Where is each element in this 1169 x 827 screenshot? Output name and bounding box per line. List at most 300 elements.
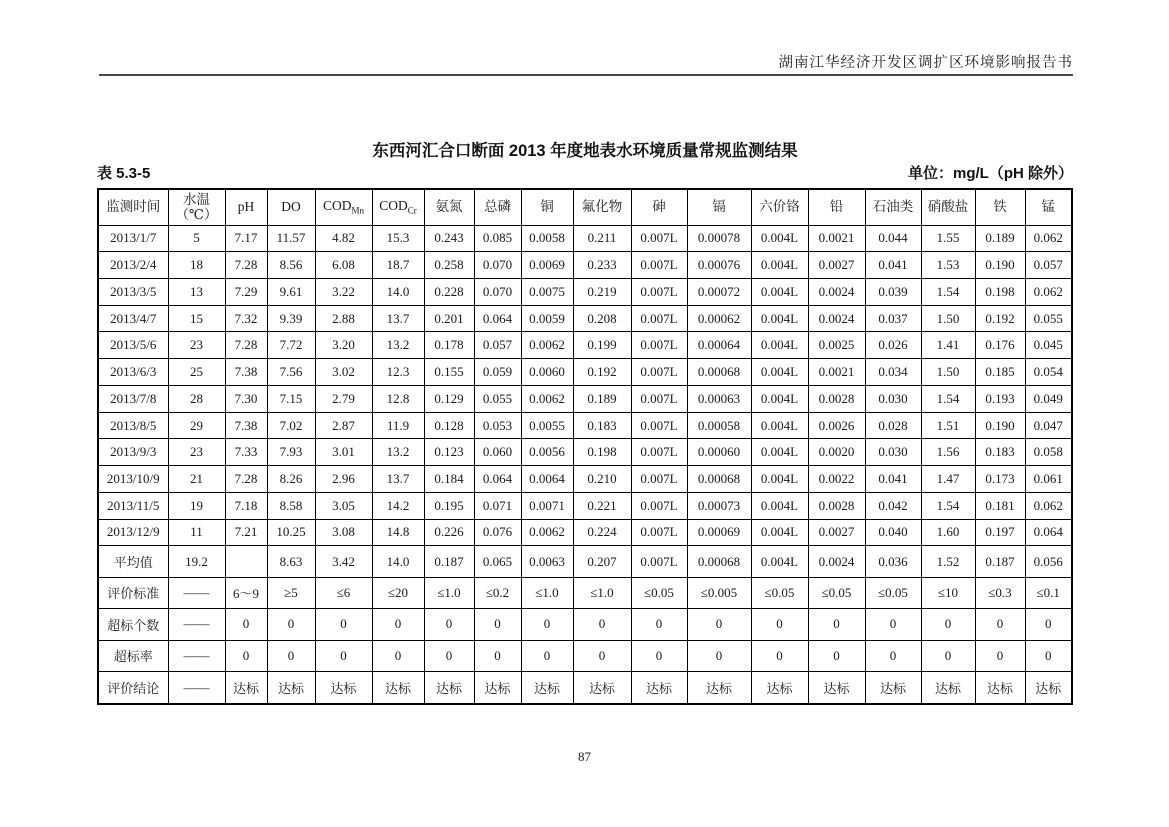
table-cell: 0.0056	[521, 439, 573, 466]
table-cell: 0.004L	[751, 466, 808, 493]
table-cell: ≤1.0	[424, 577, 474, 608]
table-row	[98, 609, 1072, 640]
table-cell: 0	[315, 640, 372, 671]
table-cell: 13.2	[372, 332, 424, 359]
table-cell: 0.129	[424, 385, 474, 412]
table-cell: 0.00068	[687, 546, 751, 577]
table-cell: 0.187	[424, 546, 474, 577]
table-cell: 7.29	[225, 278, 267, 305]
row-label: 2013/7/8	[98, 385, 168, 412]
table-cell: 0.071	[474, 492, 521, 519]
table-cell: 0.00069	[687, 519, 751, 546]
table-cell: 6.08	[315, 252, 372, 279]
monitoring-results-table	[97, 188, 1073, 705]
table-cell: 0.055	[474, 385, 521, 412]
table-cell: 达标	[751, 672, 808, 704]
table-cell: 达标	[267, 672, 315, 704]
table-cell: 28	[168, 385, 225, 412]
table-cell: 0.059	[474, 359, 521, 386]
table-cell: 7.28	[225, 252, 267, 279]
table-cell: 0	[372, 609, 424, 640]
table-row	[98, 225, 1072, 252]
table-cell: 0	[573, 640, 631, 671]
table-cell: 1.54	[921, 385, 975, 412]
table-cell: ≤1.0	[521, 577, 573, 608]
table-row	[98, 439, 1072, 466]
table-header-row	[98, 189, 1072, 225]
table-cell: 0	[267, 640, 315, 671]
table-cell: 达标	[921, 672, 975, 704]
table-cell: 7.28	[225, 332, 267, 359]
table-cell: 7.18	[225, 492, 267, 519]
table-cell: 0.004L	[751, 332, 808, 359]
table-cell: 0	[474, 609, 521, 640]
row-label: 2013/6/3	[98, 359, 168, 386]
table-cell: ≤20	[372, 577, 424, 608]
column-header: 六价铬	[751, 189, 808, 225]
column-header: 氟化物	[573, 189, 631, 225]
table-cell: 12.8	[372, 385, 424, 412]
table-cell: 7.93	[267, 439, 315, 466]
table-cell: 0.007L	[631, 466, 687, 493]
table-cell: 0.198	[573, 439, 631, 466]
table-cell: 0.028	[865, 412, 921, 439]
table-cell: 0.0024	[808, 278, 865, 305]
table-cell: 达标	[865, 672, 921, 704]
table-cell: 0.030	[865, 385, 921, 412]
table-cell: 29	[168, 412, 225, 439]
row-label: 超标个数	[98, 609, 168, 640]
table-cell	[225, 546, 267, 577]
table-cell: 达标	[631, 672, 687, 704]
table-row	[98, 492, 1072, 519]
table-cell: 7.32	[225, 305, 267, 332]
table-cell: 0.0071	[521, 492, 573, 519]
table-cell: 0.058	[1025, 439, 1072, 466]
table-cell: 0.155	[424, 359, 474, 386]
table-cell: 13.7	[372, 305, 424, 332]
table-cell: 0	[808, 640, 865, 671]
table-cell: 0.226	[424, 519, 474, 546]
column-header: DO	[267, 189, 315, 225]
row-label: 评价结论	[98, 672, 168, 704]
table-cell: 达标	[225, 672, 267, 704]
table-cell: ≤6	[315, 577, 372, 608]
column-header-subscript: Mn	[351, 205, 365, 216]
column-header: 水温 （℃）	[168, 189, 225, 225]
table-cell: 1.56	[921, 439, 975, 466]
table-cell: 1.51	[921, 412, 975, 439]
table-cell: 0.0055	[521, 412, 573, 439]
table-cell: 0.004L	[751, 225, 808, 252]
row-label: 2013/3/5	[98, 278, 168, 305]
table-cell: 达标	[474, 672, 521, 704]
table-cell: 0.0022	[808, 466, 865, 493]
table-cell: 达标	[372, 672, 424, 704]
table-cell: 0.0028	[808, 385, 865, 412]
table-cell: 达标	[315, 672, 372, 704]
table-row	[98, 359, 1072, 386]
table-cell: ≤0.2	[474, 577, 521, 608]
table-cell: 0	[751, 609, 808, 640]
table-cell: 3.42	[315, 546, 372, 577]
table-cell: 1.52	[921, 546, 975, 577]
row-label: 平均值	[98, 546, 168, 577]
table-cell: 0	[751, 640, 808, 671]
table-cell: 达标	[424, 672, 474, 704]
table-cell: 0	[573, 609, 631, 640]
column-header: 监测时间	[98, 189, 168, 225]
table-cell: 0.243	[424, 225, 474, 252]
table-cell: 0.070	[474, 252, 521, 279]
table-cell: 0.007L	[631, 305, 687, 332]
table-cell: 0.198	[975, 278, 1025, 305]
table-cell: 0.187	[975, 546, 1025, 577]
table-cell: 0.0027	[808, 519, 865, 546]
table-cell: 达标	[521, 672, 573, 704]
table-cell: 0.004L	[751, 278, 808, 305]
table-cell: 0.00072	[687, 278, 751, 305]
table-cell: 1.55	[921, 225, 975, 252]
table-row	[98, 412, 1072, 439]
table-cell: 0.054	[1025, 359, 1072, 386]
table-cell: 0.085	[474, 225, 521, 252]
row-label: 超标率	[98, 640, 168, 671]
table-cell: 0.233	[573, 252, 631, 279]
table-cell: 11	[168, 519, 225, 546]
table-cell: 0.034	[865, 359, 921, 386]
row-label: 2013/11/5	[98, 492, 168, 519]
table-cell: 14.0	[372, 546, 424, 577]
table-cell: 0.070	[474, 278, 521, 305]
table-cell: 1.47	[921, 466, 975, 493]
table-cell: ≤0.1	[1025, 577, 1072, 608]
column-header: 锰	[1025, 189, 1072, 225]
table-cell: 0.007L	[631, 439, 687, 466]
table-cell: 0	[521, 609, 573, 640]
table-cell: 0.0027	[808, 252, 865, 279]
table-cell: 0	[687, 609, 751, 640]
table-cell: 1.54	[921, 278, 975, 305]
table-row	[98, 640, 1072, 671]
table-cell: 11.57	[267, 225, 315, 252]
table-row	[98, 546, 1072, 577]
table-cell: 0.007L	[631, 412, 687, 439]
table-cell: 0	[372, 640, 424, 671]
table-row	[98, 305, 1072, 332]
table-cell: 0.00063	[687, 385, 751, 412]
table-cell: 0.0020	[808, 439, 865, 466]
table-cell: 7.21	[225, 519, 267, 546]
table-cell: 0.221	[573, 492, 631, 519]
column-header: $COD_{Cr}$	[372, 189, 424, 225]
table-cell: 0.0021	[808, 225, 865, 252]
table-cell: 7.56	[267, 359, 315, 386]
unit-label: 单位：mg/L（pH 除外）	[908, 165, 1073, 182]
table-cell: 13.2	[372, 439, 424, 466]
table-cell: 0.0059	[521, 305, 573, 332]
table-cell: 0	[808, 609, 865, 640]
table-cell: 6～9	[225, 577, 267, 608]
table-cell: 0.0064	[521, 466, 573, 493]
table-cell: 0.065	[474, 546, 521, 577]
table-cell: 0.184	[424, 466, 474, 493]
table-cell: 0.189	[573, 385, 631, 412]
table-cell: 0.060	[474, 439, 521, 466]
table-cell: 0	[225, 609, 267, 640]
table-cell: 0	[424, 640, 474, 671]
table-cell: 0	[687, 640, 751, 671]
table-cell: 0.004L	[751, 252, 808, 279]
column-header: 氨氮	[424, 189, 474, 225]
row-label: 2013/9/3	[98, 439, 168, 466]
table-cell: 0.0024	[808, 546, 865, 577]
table-cell: 0.064	[474, 305, 521, 332]
table-cell: 4.82	[315, 225, 372, 252]
table-cell: 0.0024	[808, 305, 865, 332]
table-cell: 0	[975, 609, 1025, 640]
table-cell: ≤0.05	[631, 577, 687, 608]
page-number: 87	[578, 749, 591, 764]
table-cell: 0.0025	[808, 332, 865, 359]
table-cell: 0.026	[865, 332, 921, 359]
table-cell: 达标	[573, 672, 631, 704]
table-cell: 9.61	[267, 278, 315, 305]
table-cell: 0.062	[1025, 278, 1072, 305]
table-cell: 0.207	[573, 546, 631, 577]
table-cell: 0.076	[474, 519, 521, 546]
table-row	[98, 385, 1072, 412]
table-cell: 0.183	[573, 412, 631, 439]
column-header: 镉	[687, 189, 751, 225]
table-cell: 7.33	[225, 439, 267, 466]
table-cell: 1.41	[921, 332, 975, 359]
table-cell: 13	[168, 278, 225, 305]
table-cell: 0.004L	[751, 305, 808, 332]
table-cell: 0.128	[424, 412, 474, 439]
table-cell: 0.211	[573, 225, 631, 252]
table-cell: ——	[168, 577, 225, 608]
table-cell: 0.0062	[521, 519, 573, 546]
table-cell: ≥5	[267, 577, 315, 608]
table-row	[98, 332, 1072, 359]
table-cell: 0.189	[975, 225, 1025, 252]
table-cell: 0	[865, 640, 921, 671]
table-cell: 7.30	[225, 385, 267, 412]
table-cell: 2.87	[315, 412, 372, 439]
table-cell: 0	[315, 609, 372, 640]
table-cell: 14.8	[372, 519, 424, 546]
table-cell: 0.193	[975, 385, 1025, 412]
table-cell: ≤0.05	[751, 577, 808, 608]
column-header: 铁	[975, 189, 1025, 225]
table-cell: 0.044	[865, 225, 921, 252]
table-cell: 0.007L	[631, 385, 687, 412]
table-cell: 0.049	[1025, 385, 1072, 412]
table-cell: 0.00062	[687, 305, 751, 332]
table-cell: 0.176	[975, 332, 1025, 359]
column-header: 总磷	[474, 189, 521, 225]
row-label: 评价标准	[98, 577, 168, 608]
table-cell: 0.056	[1025, 546, 1072, 577]
table-cell: 0.173	[975, 466, 1025, 493]
table-cell: 0.0028	[808, 492, 865, 519]
table-cell: ≤10	[921, 577, 975, 608]
table-cell: 0.192	[573, 359, 631, 386]
table-cell: 0.258	[424, 252, 474, 279]
table-cell: 0.036	[865, 546, 921, 577]
table-cell: 0.004L	[751, 359, 808, 386]
table-cell: 0.0026	[808, 412, 865, 439]
table-cell: 0.004L	[751, 546, 808, 577]
table-cell: 0	[1025, 609, 1072, 640]
table-cell: 0.041	[865, 252, 921, 279]
table-cell: 0.0021	[808, 359, 865, 386]
table-cell: 0.007L	[631, 225, 687, 252]
table-head	[98, 189, 1072, 225]
header-rule	[99, 74, 1073, 76]
table-cell: 达标	[808, 672, 865, 704]
table-cell: 7.38	[225, 412, 267, 439]
table-cell: 0.007L	[631, 492, 687, 519]
table-cell: ——	[168, 672, 225, 704]
table-cell: 7.17	[225, 225, 267, 252]
table-cell: 0.197	[975, 519, 1025, 546]
table-cell: 0.228	[424, 278, 474, 305]
table-cell: 14.2	[372, 492, 424, 519]
table-cell: ≤0.05	[865, 577, 921, 608]
column-header: 石油类	[865, 189, 921, 225]
table-row	[98, 519, 1072, 546]
table-cell: 0.007L	[631, 359, 687, 386]
table-cell: 1.50	[921, 359, 975, 386]
row-label: 2013/10/9	[98, 466, 168, 493]
row-label: 2013/2/4	[98, 252, 168, 279]
table-cell: 0.190	[975, 412, 1025, 439]
table-cell: 0	[631, 609, 687, 640]
table-cell: 7.38	[225, 359, 267, 386]
table-cell: 15	[168, 305, 225, 332]
table-cell: ≤0.05	[808, 577, 865, 608]
report-running-header: 湖南江华经济开发区调扩区环境影响报告书	[778, 55, 1073, 71]
table-cell: 8.63	[267, 546, 315, 577]
table-cell: 1.60	[921, 519, 975, 546]
table-cell: 0.181	[975, 492, 1025, 519]
table-cell: 14.0	[372, 278, 424, 305]
table-cell: 0.195	[424, 492, 474, 519]
table-cell: 0.004L	[751, 385, 808, 412]
table-cell: 0.007L	[631, 546, 687, 577]
table-cell: 达标	[1025, 672, 1072, 704]
table-cell: 0.0060	[521, 359, 573, 386]
table-cell: 3.02	[315, 359, 372, 386]
table-cell: 0.178	[424, 332, 474, 359]
table-cell: 0.0069	[521, 252, 573, 279]
table-cell: 0.208	[573, 305, 631, 332]
table-row	[98, 672, 1072, 704]
table-cell: 0.183	[975, 439, 1025, 466]
table-cell: 13.7	[372, 466, 424, 493]
table-cell: 0.0058	[521, 225, 573, 252]
table-cell: 2.79	[315, 385, 372, 412]
column-header: 铜	[521, 189, 573, 225]
table-cell: 0.0075	[521, 278, 573, 305]
table-cell: 1.54	[921, 492, 975, 519]
table-cell: 0.007L	[631, 252, 687, 279]
table-cell: 1.50	[921, 305, 975, 332]
table-cell: 0.062	[1025, 225, 1072, 252]
table-cell: 0.219	[573, 278, 631, 305]
table-cell: 3.05	[315, 492, 372, 519]
table-cell: 0.057	[474, 332, 521, 359]
table-cell: 0	[631, 640, 687, 671]
table-cell: 0.040	[865, 519, 921, 546]
table-cell: 0.00078	[687, 225, 751, 252]
table-cell: 18	[168, 252, 225, 279]
table-cell: 21	[168, 466, 225, 493]
table-cell: 0.007L	[631, 519, 687, 546]
column-header: 硝酸盐	[921, 189, 975, 225]
table-cell: ≤0.3	[975, 577, 1025, 608]
table-cell: 0.004L	[751, 492, 808, 519]
table-cell: 0.00058	[687, 412, 751, 439]
table-row	[98, 577, 1072, 608]
table-cell: 3.08	[315, 519, 372, 546]
table-cell: 15.3	[372, 225, 424, 252]
table-cell: 0.0063	[521, 546, 573, 577]
table-cell: 0	[474, 640, 521, 671]
table-cell: 12.3	[372, 359, 424, 386]
table-cell: 1.53	[921, 252, 975, 279]
table-cell: 0.190	[975, 252, 1025, 279]
table-cell: ≤1.0	[573, 577, 631, 608]
table-cell: 11.9	[372, 412, 424, 439]
table-cell: 0.00073	[687, 492, 751, 519]
table-cell: 0	[865, 609, 921, 640]
row-label: 2013/8/5	[98, 412, 168, 439]
table-cell: 2.88	[315, 305, 372, 332]
column-header: $COD_{Mn}$	[315, 189, 372, 225]
table-cell: 7.15	[267, 385, 315, 412]
table-cell: 0.039	[865, 278, 921, 305]
table-cell: 19.2	[168, 546, 225, 577]
table-cell: 7.28	[225, 466, 267, 493]
table-cell: 0.00060	[687, 439, 751, 466]
table-row	[98, 252, 1072, 279]
table-cell: ——	[168, 640, 225, 671]
table-cell: 0.0062	[521, 385, 573, 412]
table-cell: 3.20	[315, 332, 372, 359]
table-cell: 0.004L	[751, 519, 808, 546]
table-cell: 0.224	[573, 519, 631, 546]
table-cell: 8.58	[267, 492, 315, 519]
table-cell: ——	[168, 609, 225, 640]
column-header: pH	[225, 189, 267, 225]
table-row	[98, 466, 1072, 493]
table-cell: 3.22	[315, 278, 372, 305]
table-cell: 达标	[687, 672, 751, 704]
table-cell: 0.053	[474, 412, 521, 439]
table-cell: 0.004L	[751, 412, 808, 439]
table-cell: 0	[521, 640, 573, 671]
table-cell: 0	[975, 640, 1025, 671]
table-cell: 0.062	[1025, 492, 1072, 519]
table-cell: 0.201	[424, 305, 474, 332]
column-header: 铅	[808, 189, 865, 225]
table-cell: 0	[921, 640, 975, 671]
table-cell: ≤0.005	[687, 577, 751, 608]
table-cell: 0.004L	[751, 439, 808, 466]
